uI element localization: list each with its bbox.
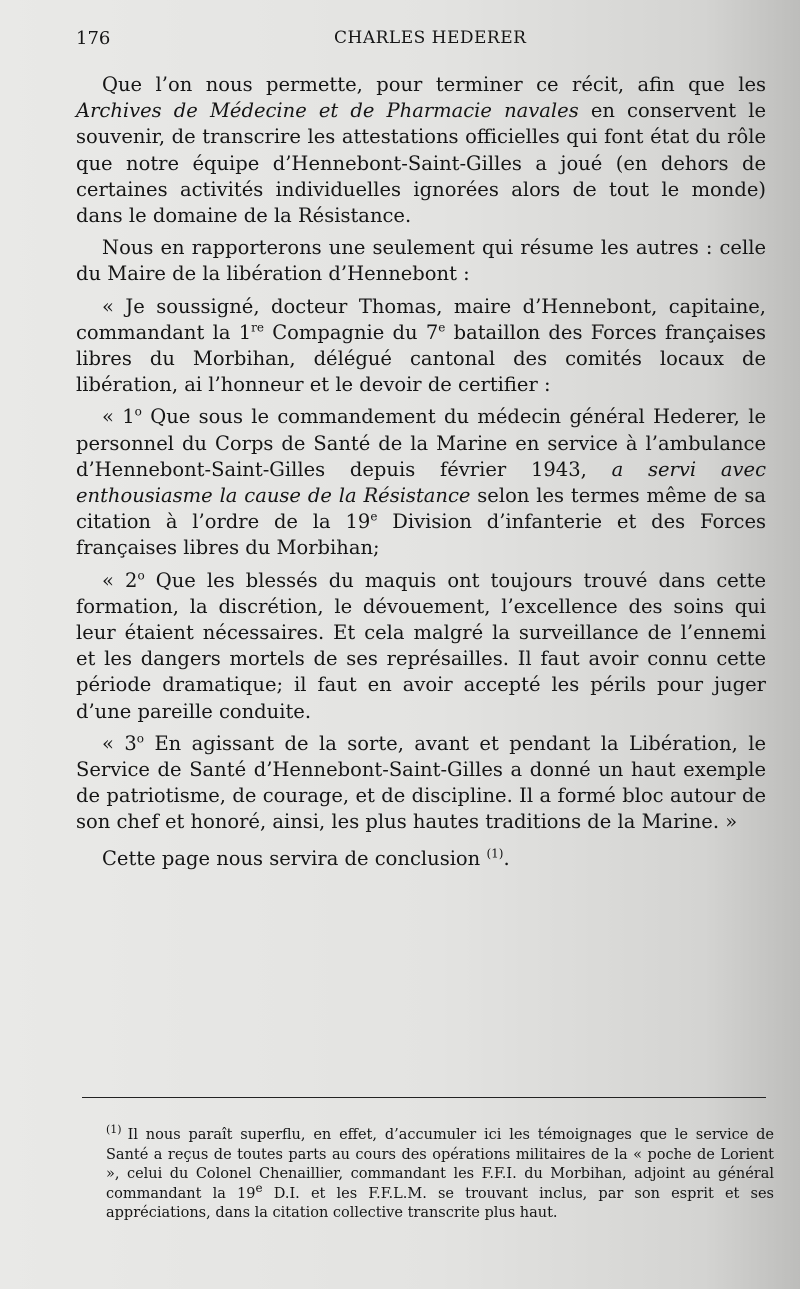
text-segment: Compagnie du 7 bbox=[263, 320, 439, 344]
text-segment: Division d’infanterie et des Forces françaises libres du Morbihan; bbox=[76, 510, 766, 560]
paragraph-1 bbox=[76, 72, 766, 229]
text-segment: D.I. et les F.F.L.M. se trouvant inclus, par son esprit et ses appréciations, dans la citation collective transcrite plus haut. bbox=[106, 1185, 774, 1221]
journal-title: Archives de Médecine et de Pharmacie navales bbox=[76, 99, 579, 123]
text-segment: « Je soussigné, docteur Thomas, maire d’Hennebont, capitaine, commandant la 1 bbox=[76, 294, 766, 344]
text-segment: « 2 bbox=[102, 568, 138, 592]
body-text bbox=[76, 72, 766, 878]
text-segment: Que les blessés du maquis ont toujours trouvé dans cette formation, la discrétion, le dévouement, l’excellence des soins qui leur étaient nécessaires. Et cela malgré la surveillance de l’ennemi et les dangers mortels de ses représailles. Il faut avoir connu cette période dramatique; il faut en avoir accepté les périls pour juger d’une pareille conduite. bbox=[76, 568, 766, 723]
paragraph-5 bbox=[76, 568, 766, 725]
text-segment: . bbox=[503, 846, 510, 870]
footnote bbox=[106, 1123, 774, 1224]
superscript: e bbox=[255, 1180, 263, 1195]
text-segment: En agissant de la sorte, avant et pendant la Libération, le Service de Santé d’Hennebont-Saint-Gilles a donné un haut exemple de patriotisme, de courage, et de discipline. Il a formé bloc autour de son chef et honoré, ainsi, les plus hautes traditions de la Marine. » bbox=[76, 731, 766, 834]
text-segment: Cette page nous servira de conclusion bbox=[102, 846, 487, 870]
text-segment: Que sous le commandement du médecin général Hederer, le personnel du Corps de Santé de la Marine en service à l’ambulance d’Hennebont-Saint-Gilles depuis février 1943, bbox=[76, 405, 766, 481]
superscript: e bbox=[370, 509, 378, 524]
paragraph-4 bbox=[76, 404, 766, 561]
text-segment: en conservent le souvenir, de transcrire les attestations officielles qui font état du rôle que notre équipe d’Hennebont-Saint-Gilles a joué (en dehors de certaines activités individuelles ignorées alors de tout le monde) dans le domaine de la Résistance. bbox=[76, 99, 766, 228]
text-segment: « 1 bbox=[102, 405, 135, 429]
superscript: e bbox=[438, 320, 446, 335]
footnote-rule bbox=[82, 1097, 766, 1098]
paragraph-6 bbox=[76, 731, 766, 836]
citation-quote: a servi avec enthousiasme la cause de la Résistance bbox=[76, 457, 767, 508]
running-title: CHARLES HEDERER bbox=[334, 28, 527, 48]
paragraph-7 bbox=[76, 846, 766, 872]
text-segment: Il nous paraît superflu, en effet, d’accumuler ici les témoignages que le service de Santé a reçus de toutes parts au cours des opérations militaires de la « poche de Lorient », celui du Colonel Chenaillier, commandant les F.F.I. du Morbihan, adjoint au général commandant la 19 bbox=[106, 1127, 774, 1202]
footnote-reference: (1) bbox=[486, 846, 504, 861]
page-number: 176 bbox=[76, 28, 111, 49]
footnote-marker: (1) bbox=[106, 1123, 122, 1137]
paragraph-2: Nous en rapporterons une seulement qui résume les autres : celle du Maire de la libération d’Hennebont : bbox=[76, 236, 766, 286]
text-segment: bataillon des Forces françaises libres du Morbihan, délégué cantonal des comités locaux de libération, ai l’honneur et le devoir de certifier : bbox=[76, 320, 767, 397]
page-header bbox=[76, 28, 766, 58]
superscript: o bbox=[136, 731, 145, 746]
text-segment: Que l’on nous permette, pour terminer ce récit, afin que les bbox=[102, 73, 766, 96]
text-segment: « 3 bbox=[102, 731, 137, 755]
superscript: re bbox=[251, 320, 264, 335]
superscript: o bbox=[137, 568, 145, 583]
paragraph-3 bbox=[76, 294, 766, 399]
superscript: o bbox=[134, 404, 142, 419]
text-segment: selon les termes même de sa citation à l’ordre de la 19 bbox=[76, 484, 766, 534]
